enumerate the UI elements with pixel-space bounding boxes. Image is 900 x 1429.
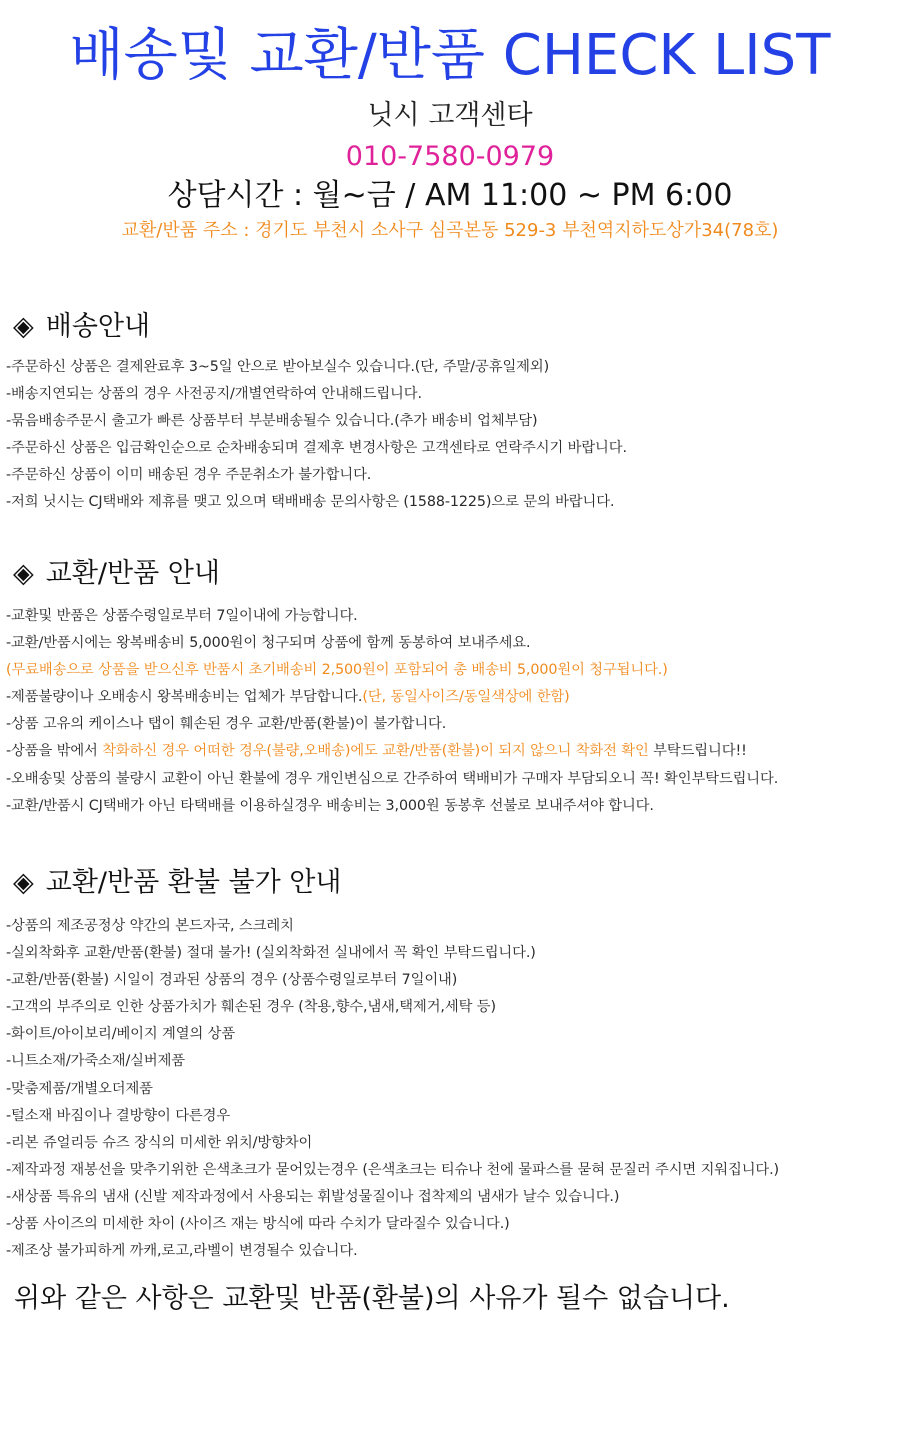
exchange-info-list	[6, 603, 778, 820]
highlighted-text: (단, 동일사이즈/동일색상에 한함)	[362, 689, 570, 706]
section-heading-delivery	[13, 309, 150, 345]
list-item	[6, 1048, 779, 1075]
section-heading-exchange	[13, 556, 220, 592]
customer-center-name: 닛시 고객센타	[367, 100, 533, 131]
list-item	[6, 940, 779, 967]
list-item	[6, 738, 778, 765]
list-item	[6, 766, 778, 793]
list-item	[6, 657, 778, 684]
list-item	[6, 684, 778, 711]
list-item	[6, 1021, 779, 1048]
item-text: -화이트/아이보리/베이지 계열의 상품	[6, 1026, 236, 1043]
section-heading-no-refund	[13, 865, 341, 901]
item-text: -털소재 바짐이나 결방향이 다른경우	[6, 1107, 231, 1124]
item-text: -주문하신 상품은 결제완료후 3~5일 안으로 받아보실수 있습니다.(단, 주말/공휴일제외)	[6, 359, 550, 375]
list-item	[6, 1211, 779, 1238]
section-heading-text: 교환/반품 안내	[45, 558, 220, 589]
list-item	[6, 1157, 779, 1184]
list-item	[6, 793, 778, 820]
item-text: -상품의 제조공정상 약간의 본드자국, 스크레치	[6, 918, 294, 934]
list-item	[6, 408, 627, 435]
item-text: -배송지연되는 상품의 경우 사전공지/개별연락하여 안내해드립니다.	[6, 386, 422, 403]
list-item	[6, 711, 778, 738]
diamond-bullet-icon: ◈	[13, 867, 34, 898]
item-text: -교환및 반품은 상품수령일로부터 7일이내에 가능합니다.	[6, 608, 358, 624]
item-text: -오배송및 상품의 불량시 교환이 아닌 환불에 경우 개인변심으로 간주하여 택배비가 구매자 부담되오니 꼭! 확인부탁드립니다.	[6, 770, 779, 787]
list-item	[6, 1184, 779, 1211]
item-text: -제조상 불가피하게 까캐,로고,라벨이 변경될수 있습니다.	[6, 1243, 358, 1260]
item-text: -주문하신 상품이 이미 배송된 경우 주문취소가 불가합니다.	[6, 467, 372, 484]
list-item	[6, 381, 627, 408]
item-text: -상품을 밖에서	[6, 743, 103, 760]
no-refund-list	[6, 913, 779, 1265]
customer-center-phone: 010-7580-0979	[345, 141, 555, 172]
page-title: 배송및 교환/반품 CHECK LIST	[69, 23, 831, 88]
item-text: -저희 닛시는 CJ택배와 제휴를 맺고 있으며 택배배송 문의사항은 (1588-1225)으로 문의 바랍니다.	[6, 494, 615, 511]
item-text: -제작과정 재봉선을 맞추기위한 은색초크가 묻어있는경우 (은색초크는 티슈나 천에 물파스를 묻혀 문질러 주시면 지워집니다.)	[6, 1161, 780, 1178]
section-heading-text: 배송안내	[45, 311, 151, 342]
list-item	[6, 630, 778, 657]
list-item	[6, 994, 779, 1021]
item-text: 부탁드립니다!!	[648, 743, 747, 760]
item-text: -리본 쥬얼리등 슈즈 장식의 미세한 위치/방향차이	[6, 1134, 313, 1151]
consultation-hours: 상담시간 : 월~금 / AM 11:00 ~ PM 6:00	[167, 178, 733, 213]
item-text: -교환/반품시 CJ택배가 아닌 타택배를 이용하실경우 배송비는 3,000원 동봉후 선불로 보내주셔야 합니다.	[6, 797, 654, 814]
item-text: -상품 사이즈의 미세한 차이 (사이즈 재는 방식에 따라 수치가 달라질수 있습니다.)	[6, 1216, 510, 1233]
list-item	[6, 1103, 779, 1130]
highlighted-text: 착화하신 경우 어떠한 경우(불량,오배송)에도 교환/반품(환불)이 되지 않으니 착화전 확인	[102, 743, 649, 760]
item-text: -상품 고유의 케이스나 탭이 훼손된 경우 교환/반품(환불)이 불가합니다.	[6, 716, 447, 733]
final-statement: 위와 같은 사항은 교환및 반품(환불)의 사유가 될수 없습니다.	[14, 1283, 730, 1314]
list-item	[6, 1238, 779, 1265]
list-item	[6, 913, 779, 940]
delivery-info-list	[6, 354, 627, 517]
list-item	[6, 603, 778, 630]
item-text: -묶음배송주문시 출고가 빠른 상품부터 부분배송될수 있습니다.(추가 배송비 업체부담)	[6, 413, 538, 430]
section-heading-text: 교환/반품 환불 불가 안내	[45, 867, 342, 898]
list-item	[6, 354, 627, 381]
list-item	[6, 1130, 779, 1157]
item-text: -고객의 부주의로 인한 상품가치가 훼손된 경우 (착용,향수,냄새,택제거,세탁 등)	[6, 999, 496, 1016]
list-item	[6, 462, 627, 489]
list-item	[6, 1076, 779, 1103]
item-text: -교환/반품(환불) 시일이 경과된 상품의 경우 (상품수령일로부터 7일이내)	[6, 972, 458, 989]
diamond-bullet-icon: ◈	[13, 558, 34, 589]
return-address: 교환/반품 주소 : 경기도 부천시 소사구 심곡본동 529-3 부천역지하도상가34(78호)	[121, 220, 779, 241]
diamond-bullet-icon: ◈	[13, 311, 34, 342]
item-text: -교환/반품시에는 왕복배송비 5,000원이 청구되며 상품에 함께 동봉하여 보내주세요.	[6, 635, 531, 652]
highlighted-text: (무료배송으로 상품을 받으신후 반품시 초기배송비 2,500원이 포함되어 총 배송비 5,000원이 청구됩니다.)	[6, 662, 668, 679]
item-text: -새상품 특유의 냄새 (신발 제작과정에서 사용되는 휘발성물질이나 접착제의 냄새가 날수 있습니다.)	[6, 1188, 620, 1205]
item-text: -실외착화후 교환/반품(환불) 절대 불가! (실외착화전 실내에서 꼭 확인 부탁드립니다.)	[6, 945, 536, 962]
item-text: -제품불량이나 오배송시 왕복배송비는 업체가 부담합니다.	[6, 689, 363, 706]
list-item	[6, 967, 779, 994]
item-text: -맞춤제품/개별오더제품	[6, 1080, 153, 1097]
item-text: -니트소재/가죽소재/실버제품	[6, 1053, 186, 1070]
item-text: -주문하신 상품은 입금확인순으로 순차배송되며 결제후 변경사항은 고객센타로 연락주시기 바랍니다.	[6, 440, 627, 457]
list-item	[6, 489, 627, 516]
list-item	[6, 435, 627, 462]
